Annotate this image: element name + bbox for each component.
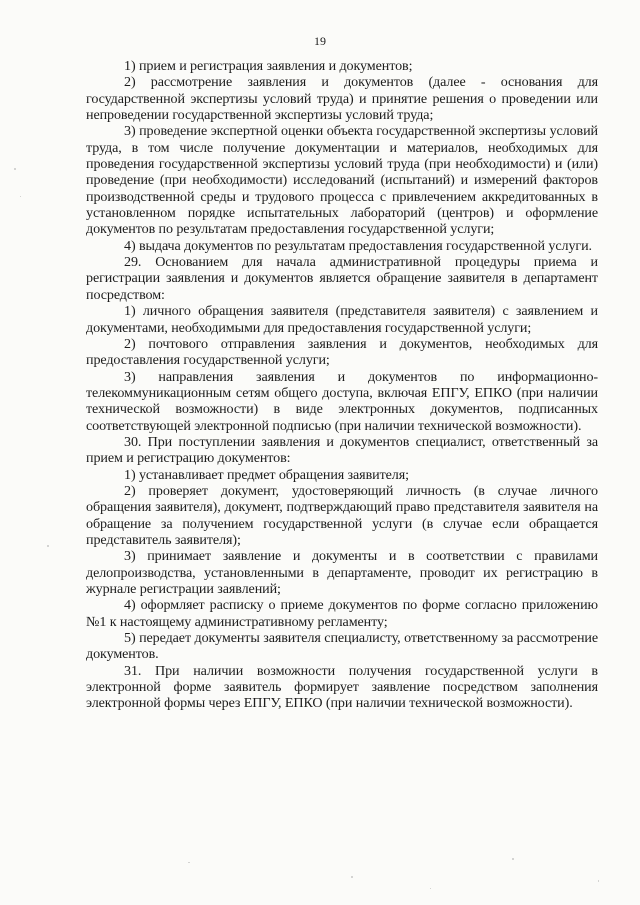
paragraph-30-4: 4) оформляет расписку о приеме документов по форме согласно приложению №1 к настоящему административному регламенту; [86, 597, 598, 630]
paragraph-31: 31. При наличии возможности получения государственной услуги в электронной форме заявитель формирует заявление посредством заполнения электронной формы через ЕПГУ, ЕПКО (при наличии технической возможности). [86, 662, 598, 712]
scan-speck [188, 862, 190, 863]
paragraph-30-1: 1) устанавливает предмет обращения заявителя; [124, 466, 409, 483]
paragraph-29: 29. Основанием для начала административной процедуры приема и регистрации заявления и документов является обращение заявителя в департамент посредством: [86, 254, 598, 303]
paragraph-30-2: 2) проверяет документ, удостоверяющий личность (в случае личного обращения заявителя), документ, подтверждающий право представителя заявителя на обращение за получением государственной услуги (в случае если обращается представитель заявителя); [86, 482, 598, 548]
scan-speck [512, 858, 514, 860]
paragraph-1-4: 4) выдача документов по результатам предоставления государственной услуги. [124, 237, 592, 254]
scan-speck [47, 545, 49, 547]
scan-speck [20, 196, 21, 197]
paragraph-29-3: 3) направления заявления и документов по информационно-телекоммуникационным сетям общего доступа, включая ЕПГУ, ЕПКО (при наличии технической возможности) в виде электронных документов, подписанных соответствующей электронной подписью (при наличии технической возможности). [86, 368, 598, 434]
page-number: 19 [314, 34, 326, 48]
paragraph-30-5: 5) передает документы заявителя специалисту, ответственному за рассмотрение документов. [86, 630, 598, 663]
paragraph-29-2: 2) почтового отправления заявления и документов, необходимых для предоставления государственной услуги; [86, 335, 598, 369]
paragraph-1-3: 3) проведение экспертной оценки объекта государственной экспертизы условий труда, в том числе получение документации и материалов, необходимых для проведения государственной экспертизы условий труда (при необходимости) и (или) проведение (при необходимости) исследований (испытаний) и измерений факторов производственной среды и трудового процесса с привлечением аккредитованных в установленном порядке испытательных лабораторий (центров) и оформление документов по результатам предоставления государственной услуги; [86, 123, 598, 238]
paragraph-1-1: 1) прием и регистрация заявления и документов; [124, 58, 413, 74]
paragraph-30: 30. При поступлении заявления и документов специалист, ответственный за прием и регистрацию документов: [86, 433, 598, 467]
paragraph-29-1: 1) личного обращения заявителя (представителя заявителя) с заявлением и документами, необходимыми для предоставления государственной услуги; [86, 303, 598, 336]
scan-speck [351, 876, 353, 878]
scan-speck [14, 168, 16, 170]
scan-speck [598, 880, 599, 882]
paragraph-1-2: 2) рассмотрение заявления и документов (далее - основания для государственной экспертизы условий труда) и принятие решения о проведении или непроведении государственной экспертизы условий труда; [86, 74, 598, 124]
scan-speck [430, 888, 431, 889]
paragraph-30-3: 3) принимает заявление и документы и в соответствии с правилами делопроизводства, установленными в департаменте, проводит их регистрацию в журнале регистрации заявлений; [86, 548, 598, 597]
